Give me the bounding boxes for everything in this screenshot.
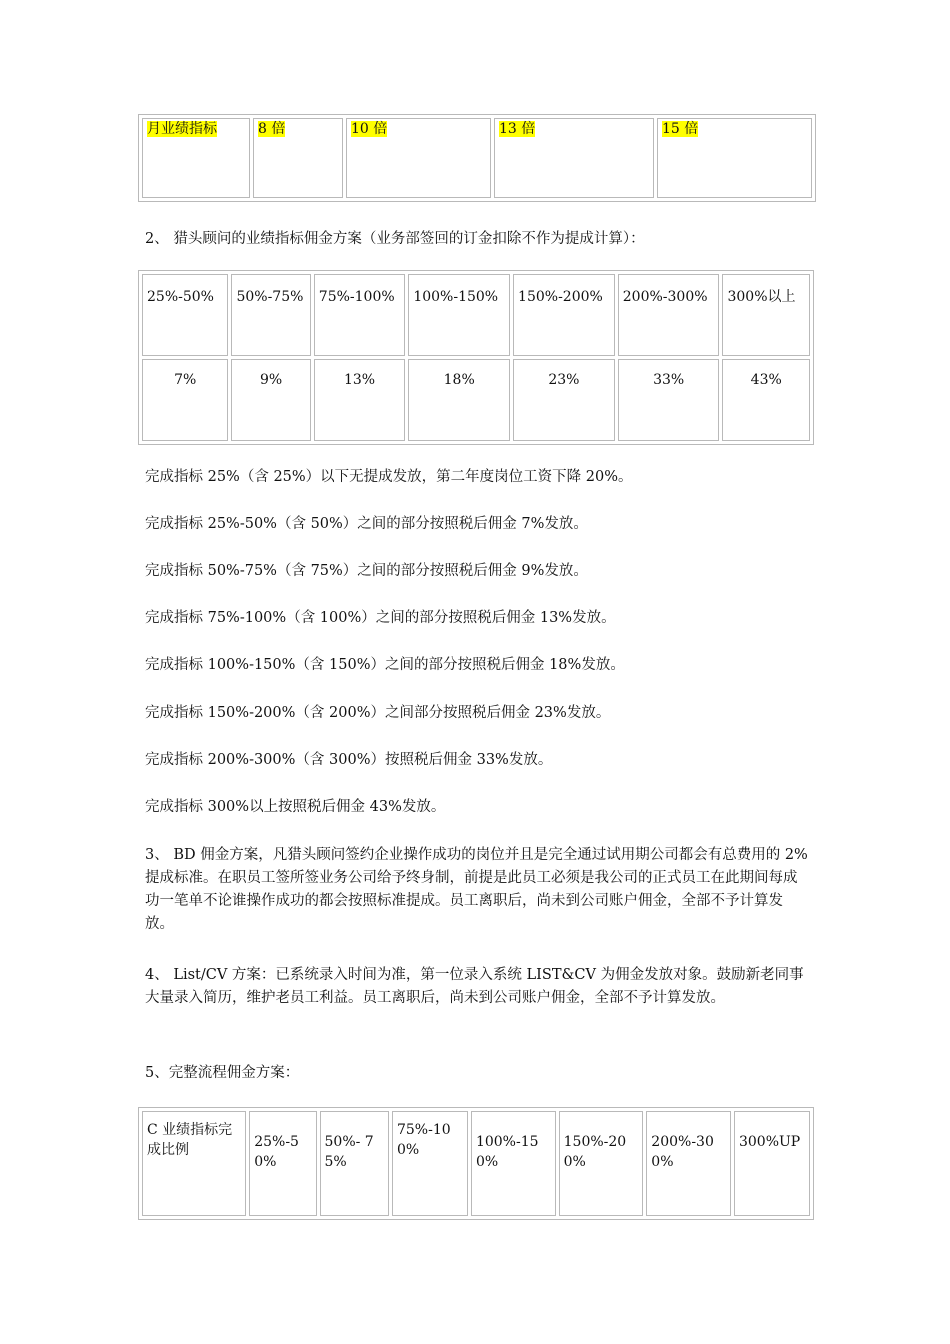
rule-line: 完成指标 50%-75%（含 75%）之间的部分按照税后佣金 9%发放。	[145, 563, 588, 579]
rule-line: 完成指标 25%-50%（含 50%）之间的部分按照税后佣金 7%发放。	[145, 516, 588, 532]
rule-line: 完成指标 200%-300%（含 300%）按照税后佣金 33%发放。	[145, 752, 553, 768]
section2-heading: 2、 猎头顾问的业绩指标佣金方案（业务部签回的订金扣除不作为提成计算）：	[145, 231, 645, 247]
table3-cell: 200%-300%	[646, 1111, 731, 1216]
rate-cell: 18%	[408, 359, 510, 441]
table3-cell: 25%-50%	[249, 1111, 316, 1216]
rate-cell: 23%	[513, 359, 615, 441]
commission-rate-table	[138, 270, 814, 445]
monthly-target-table	[138, 114, 816, 202]
table3-cell: 50%- 75%	[320, 1111, 389, 1216]
table1-cell: 13 倍	[494, 118, 654, 198]
table3-cell: 75%-100%	[392, 1111, 468, 1216]
table3-cell: C 业绩指标完成比例	[142, 1111, 246, 1216]
range-cell: 100%-150%	[408, 274, 510, 356]
section5-heading: 5、完整流程佣金方案：	[145, 1065, 300, 1081]
rule-line: 完成指标 75%-100%（含 100%）之间的部分按照税后佣金 13%发放。	[145, 610, 616, 626]
table1-cell: 月业绩指标	[142, 118, 250, 198]
rule-line: 完成指标 300%以上按照税后佣金 43%发放。	[145, 799, 446, 815]
table1-cell: 15 倍	[657, 118, 812, 198]
rate-cell: 33%	[618, 359, 720, 441]
range-cell: 150%-200%	[513, 274, 615, 356]
full-process-table	[138, 1107, 814, 1220]
range-cell: 300%以上	[722, 274, 810, 356]
rate-cell: 13%	[314, 359, 406, 441]
rate-cell: 43%	[722, 359, 810, 441]
range-cell: 25%-50%	[142, 274, 228, 356]
rate-cell: 9%	[231, 359, 310, 441]
section3-paragraph: 3、 BD 佣金方案，凡猎头顾问签约企业操作成功的岗位并且是完全通过试用期公司都会有总费用的 2%提成标准。在职员工签所签业务公司给予终身制，前提是此员工必须是我公司的正式员工在此期间每成功一笔单不论谁操作成功的都会按照标准提成。员工离职后，尚未到公司账户佣金，全部不予计算发放。	[145, 847, 808, 932]
rule-line: 完成指标 150%-200%（含 200%）之间部分按照税后佣金 23%发放。	[145, 705, 611, 721]
table1-cell: 8 倍	[253, 118, 343, 198]
rate-cell: 7%	[142, 359, 228, 441]
range-cell: 200%-300%	[618, 274, 720, 356]
table3-cell: 100%-150%	[471, 1111, 556, 1216]
range-cell: 50%-75%	[231, 274, 310, 356]
table1-cell: 10 倍	[346, 118, 491, 198]
table3-cell: 150%-200%	[559, 1111, 644, 1216]
rule-line: 完成指标 100%-150%（含 150%）之间的部分按照税后佣金 18%发放。	[145, 657, 625, 673]
section4-paragraph: 4、 List/CV 方案：已系统录入时间为准，第一位录入系统 LIST&CV 为佣金发放对象。鼓励新老同事大量录入简历，维护老员工利益。员工离职后，尚未到公司账户佣金，全部不予计算发放。	[145, 967, 804, 1006]
table3-cell: 300%UP	[734, 1111, 810, 1216]
range-cell: 75%-100%	[314, 274, 406, 356]
rule-line: 完成指标 25%（含 25%）以下无提成发放，第二年度岗位工资下降 20%。	[145, 469, 633, 485]
